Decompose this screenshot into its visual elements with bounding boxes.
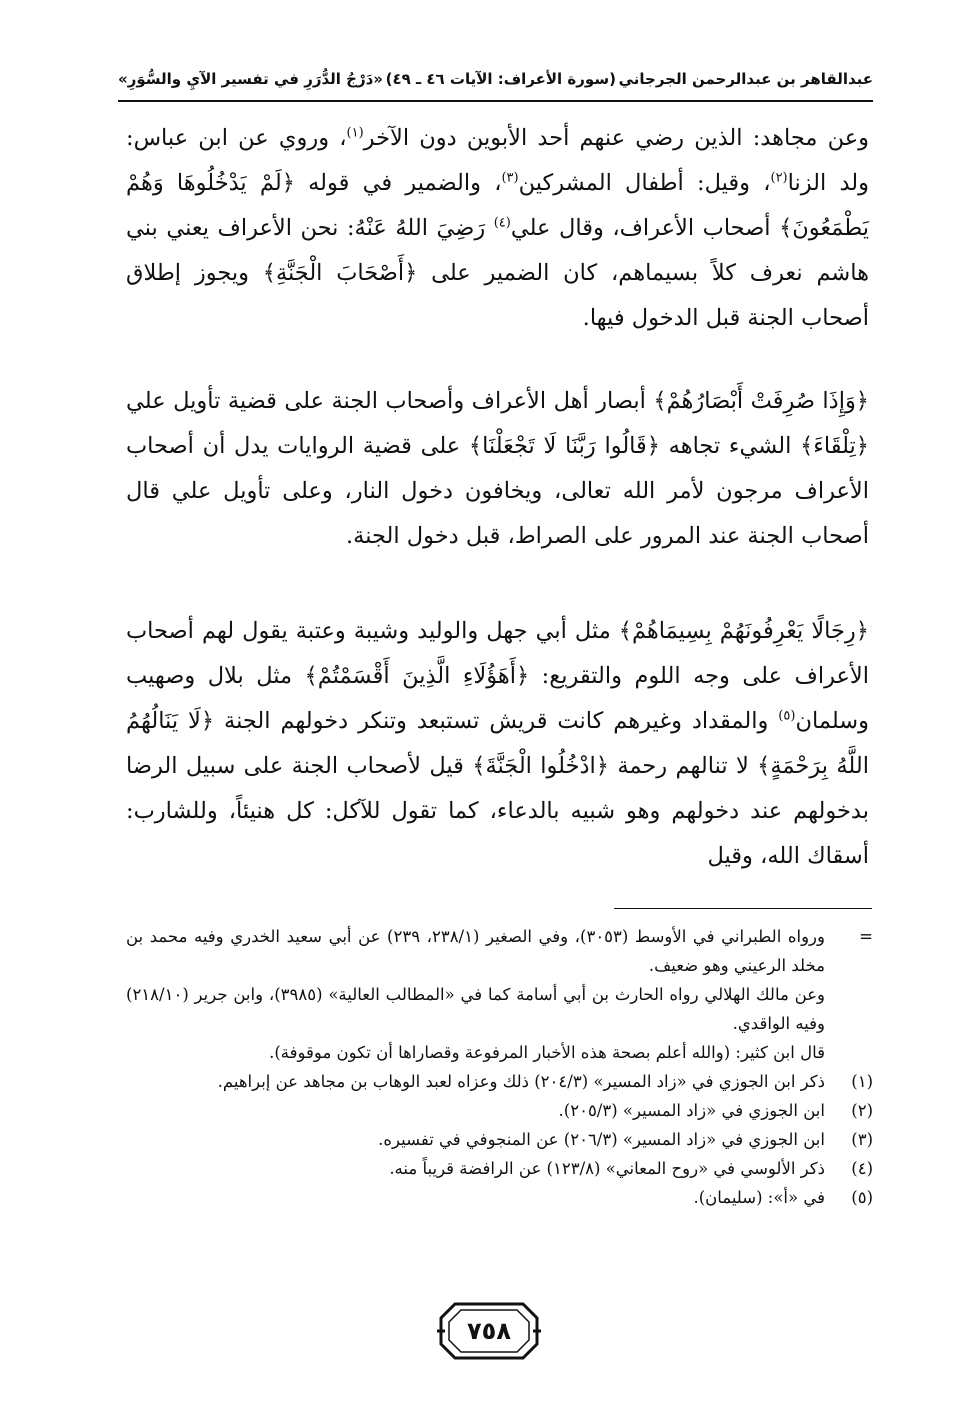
footnote-text: ذكر ابن الجوزي في «زاد المسير» (٢٠٤/٣) ذلك وعزاه لعبد الوهاب بن مجاهد عن إبراهيم. [217, 1072, 825, 1091]
footnote [126, 922, 873, 980]
paragraph-gap [126, 341, 869, 379]
text-run: ، وروي عن ابن عباس: ولد الزنا [126, 125, 869, 196]
footnote [126, 1125, 873, 1154]
text-run: ، والضمير في قوله ﴿لَمْ يَدْخُلُوهَا وَهُمْ يَطْمَعُونَ﴾ أصحاب الأعراف، وقال علي [126, 170, 869, 241]
footnote-ref: (٥) [778, 708, 796, 724]
header-book-title: «دَرْجُ الدُّرَرِ في تفسير الآيِ والسُّوَرِ» [118, 70, 383, 88]
footnote-ref: (٤) [493, 215, 511, 231]
footnote-rule [614, 908, 872, 909]
footnote [126, 1067, 873, 1096]
footnote-ref: (١) [346, 125, 364, 141]
paragraph-gap [126, 559, 869, 609]
footnote-text: ذكر الألوسي في «روح المعاني» (١٢٣/٨) عن الرافضة قريباً منه. [389, 1159, 825, 1178]
footnote-text: ورواه الطبراني في الأوسط (٣٠٥٣)، وفي الصغير (٢٣٨/١، ٢٣٩) عن أبي سعيد الخدري وفيه محمد بن مخلد الرعيني وهو ضعيف. [126, 927, 825, 975]
footnote-mark [825, 1038, 873, 1067]
footnote-text: ابن الجوزي في «زاد المسير» (٢٠٦/٣) عن المنجوفي في تفسيره. [378, 1130, 825, 1149]
footnote-mark [825, 980, 873, 1038]
footnote-mark: (١) [851, 1072, 873, 1091]
footnote-mark: (٤) [851, 1159, 873, 1178]
text-run: وعن مجاهد: الذين رضي عنهم أحد الأبوين دون الآخر [363, 125, 870, 151]
footnote-mark: (٢) [851, 1101, 873, 1120]
running-header [118, 62, 873, 96]
footnote-text: ابن الجوزي في «زاد المسير» (٢٠٥/٣). [558, 1101, 825, 1120]
footnote-ref: (٣) [501, 170, 519, 186]
text-run: رَضِيَ اللهُ عَنْهُ: نحن الأعراف يعني بني هاشم نعرف كلاً بسيماهم، كان الضمير على ﴿أَصْحَابَ الْجَنَّةِ﴾ ويجوز إطلاق أصحاب الجنة قبل الدخول فيها. [126, 215, 869, 331]
footnote-mark: (٣) [851, 1130, 873, 1149]
text-run: ، وقيل: أطفال المشركين [518, 170, 771, 196]
footnote [126, 1096, 873, 1125]
footnote [126, 1038, 873, 1067]
footnote-text: في «أ»: (سليمان). [693, 1188, 825, 1207]
text-run: والمقداد وغيرهم كانت قريش تستبعد وتنكر دخولهم الجنة ﴿لَا يَنَالُهُمُ اللَّهُ بِرَحْمَةٍ﴾ لا تنالهم رحمة ﴿ادْخُلُوا الْجَنَّةَ﴾ قيل لأصحاب الجنة على سبيل الرضا بدخولهم عند دخولهم وهو شبيه بالدعاء، كما تقول للآكل: كل هنيئاً، وللشارب: أسقاك الله، وقيل [126, 708, 869, 869]
footnote-text: قال ابن كثير: (والله أعلم بصحة هذه الأخبار المرفوعة وقصاراها أن تكون موقوفة). [269, 1043, 825, 1062]
header-rule [118, 100, 873, 102]
footnote [126, 980, 873, 1038]
paragraph-1 [126, 116, 869, 341]
page-number-ornament [437, 1298, 541, 1364]
footnote-mark: = [859, 927, 873, 946]
footnote-ref: (٢) [770, 170, 788, 186]
header-author: عبدالقاهر بن عبدالرحمن الجرجاني [618, 70, 873, 88]
header-surah: (سورة الأعراف: الآيات ٤٦ ـ ٤٩) [385, 70, 616, 88]
page-number: ٧٥٨ [467, 1317, 511, 1345]
paragraph-3 [126, 609, 869, 879]
main-text [126, 116, 869, 879]
footnote-mark: (٥) [851, 1188, 873, 1207]
footnote-text: وعن مالك الهلالي رواه الحارث بن أبي أسامة كما في «المطالب العالية» (٣٩٨٥)، وابن جرير (٢١٨/١٠) وفيه الواقدي. [126, 985, 826, 1033]
footnote [126, 1154, 873, 1183]
text-run: ﴿رِجَالًا يَعْرِفُونَهُمْ بِسِيمَاهُمْ﴾ مثل أبي جهل والوليد وشيبة وعتبة يقول لهم أصحاب الأعراف على وجه اللوم والتقريع: ﴿أَهَؤُلَاءِ الَّذِينَ أَقْسَمْتُمْ﴾ مثل بلال وصهيب وسلمان [126, 618, 869, 734]
footnotes [126, 922, 873, 1212]
footnote [126, 1183, 873, 1212]
paragraph-2: ﴿وَإِذَا صُرِفَتْ أَبْصَارُهُمْ﴾ أبصار أهل الأعراف وأصحاب الجنة على قضية تأويل علي ﴿تِلْقَاءَ﴾ الشيء تجاهه ﴿قَالُوا رَبَّنَا لَا تَجْعَلْنَا﴾ على قضية الروايات يدل أن أصحاب الأعراف مرجون لأمر الله تعالى، ويخافون دخول النار، وعلى تأويل علي قال أصحاب الجنة عند المرور على الصراط، قبل دخول الجنة. [126, 388, 869, 549]
